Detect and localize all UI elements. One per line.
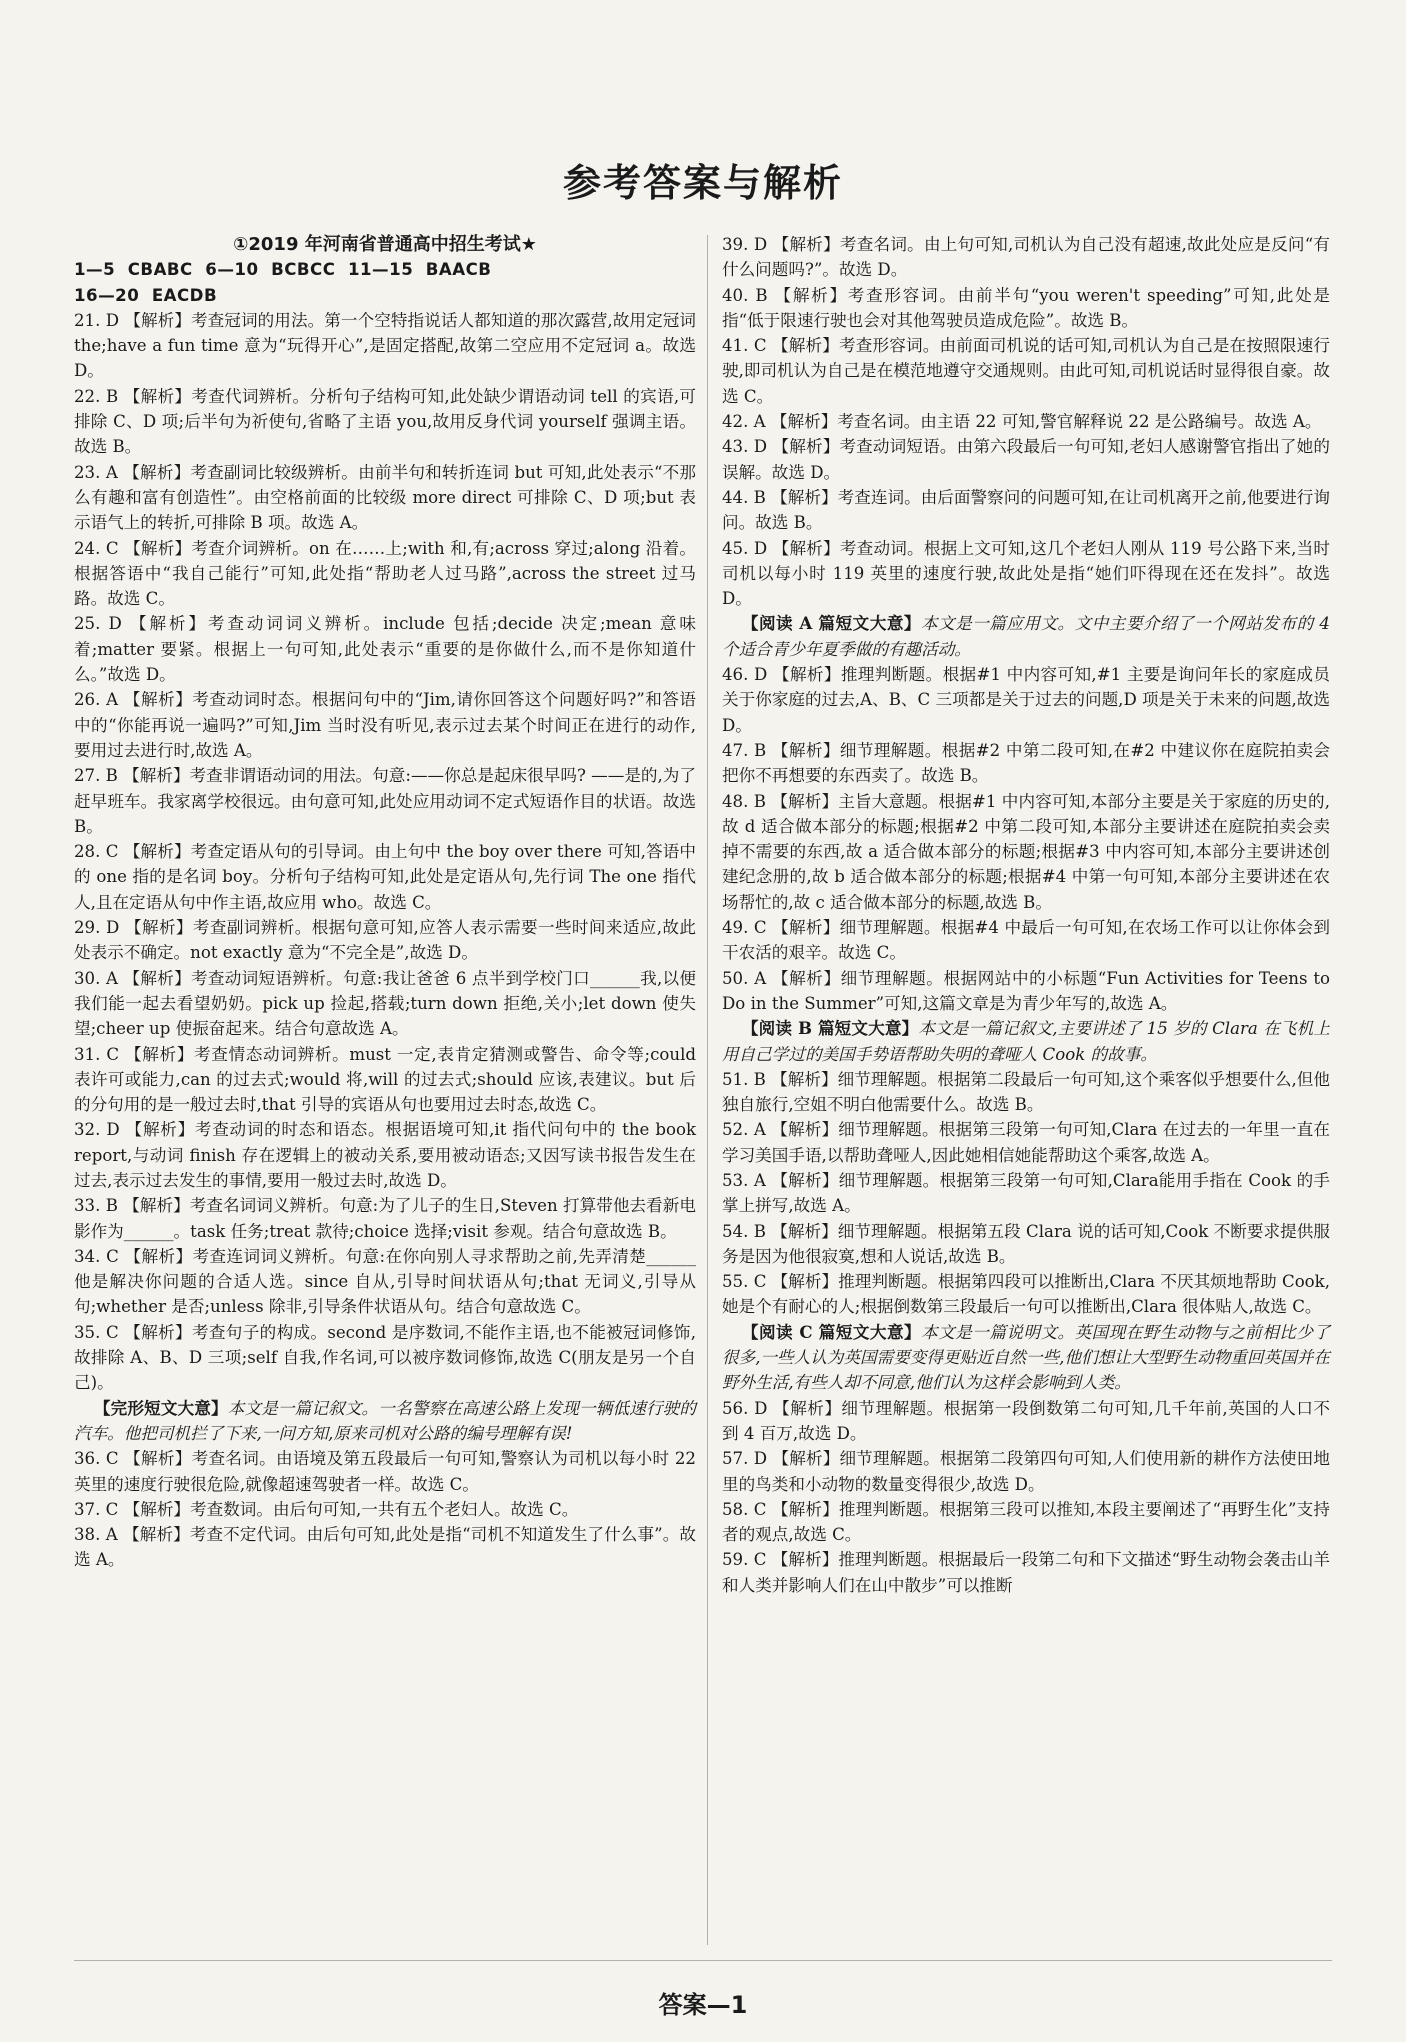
answer-key-line-2: 16—20 EACDB	[74, 285, 218, 305]
section-text: 本文是一篇应用文。文中主要介绍了一个网站发布的 4 个适合青少年夏季做的有趣活动。	[722, 614, 1330, 659]
answer-item: 35. C 【解析】考查句子的构成。second 是序数词,不能作主语,也不能被冠词修饰,故排除 A、B、D 三项;self 自我,作名词,可以被序数词修饰,故选 C(朋友是另一个自己)。	[74, 1322, 696, 1393]
section-text: 本文是一篇说明文。英国现在野生动物与之前相比少了很多,一些人认为英国需要变得更贴近自然一些,他们想让大型野生动物重回英国并在野外生活,有些人却不同意,他们认为这样会影响到人类。	[722, 1322, 1331, 1393]
answer-item: 24. C 【解析】考查介词辨析。on 在……上;with 和,有;across 穿过;along 沿着。根据答语中“我自己能行”可知,此处指“帮助老人过马路”,across the street 过马路。故选 C。	[74, 538, 696, 609]
answer-item: 25. D 【解析】考查动词词义辨析。include 包括;decide 决定;mean 意味着;matter 要紧。根据上一句可知,此处表示“重要的是你做什么,而不是你知道什么。”故选 D。	[74, 614, 696, 685]
footer-rule	[74, 1960, 1332, 1961]
answer-item: 56. D 【解析】细节理解题。根据第一段倒数第二句可知,几千年前,英国的人口不到 4 百万,故选 D。	[722, 1398, 1330, 1443]
answer-item: 44. B 【解析】考查连词。由后面警察问的问题可知,在让司机离开之前,他要进行询问。故选 B。	[722, 487, 1330, 533]
answer-item: 37. C 【解析】考查数词。由后句可知,一共有五个老妇人。故选 C。	[74, 1499, 579, 1519]
answer-item: 41. C 【解析】考查形容词。由前面司机说的话可知,司机认为自己是在按照限速行驶,即司机认为自己是在模范地遵守交通规则。由此可知,司机说话时显得很自豪。故选 C。	[722, 336, 1330, 406]
answer-item: 36. C 【解析】考查名词。由语境及第五段最后一句可知,警察认为司机以每小时 22 英里的速度行驶很危险,就像超速驾驶者一样。故选 C。	[74, 1449, 696, 1494]
answer-item: 47. B 【解析】细节理解题。根据#2 中第二段可知,在#2 中建议你在庭院拍卖会把你不再想要的东西卖了。故选 B。	[722, 740, 1330, 786]
section-tag: 【阅读 A 篇短文大意】	[741, 613, 921, 634]
answer-item: 58. C 【解析】推理判断题。根据第三段可以推知,本段主要阐述了“再野生化”支持者的观点,故选 C。	[722, 1499, 1330, 1545]
answer-item: 38. A 【解析】考查不定代词。由后句可知,此处是指“司机不知道发生了什么事”。故选 A。	[74, 1525, 696, 1570]
answer-item: 26. A 【解析】考查动词时态。根据问句中的“Jim,请你回答这个问题好吗?”和答语中的“你能再说一遍吗?”可知,Jim 当时没有听见,表示过去某个时间正在进行的动作,要用过去进行时,故选 A。	[74, 690, 696, 760]
answer-item: 30. A 【解析】考查动词短语辨析。句意:我让爸爸 6 点半到学校门口______我,以便我们能一起去看望奶奶。pick up 捡起,搭载;turn down 拒绝,关小;let down 使失望;cheer up 使振奋起来。结合句意故选 A。	[74, 968, 696, 1039]
reading-b-summary	[722, 1016, 1330, 1067]
answer-item: 43. D 【解析】考查动词短语。由第六段最后一句可知,老妇人感谢警官指出了她的误解。故选 D。	[722, 437, 1330, 482]
answer-item: 57. D 【解析】细节理解题。根据第二段第四句可知,人们使用新的耕作方法使田地里的鸟类和小动物的数量变得很少,故选 D。	[722, 1449, 1330, 1494]
answer-item: 48. B 【解析】主旨大意题。根据#1 中内容可知,本部分主要是关于家庭的历史的,故 d 适合做本部分的标题;根据#2 中第二段可知,本部分主要讲述在庭院拍卖会卖掉不需要的东西,故 a 适合做本部分的标题;根据#3 中内容可知,本部分主要讲述创建纪念册的,故 b 适合做本部分的标题;根据#4 中第一句可知,本部分主要讲述在农场帮忙的,故 c 适合做本部分的标题,故选 B。	[722, 791, 1330, 912]
answer-key-line-1: 1—5 CBABC 6—10 BCBCC 11—15 BAACB	[74, 260, 492, 280]
section-text: 本文是一篇记叙文,主要讲述了 15 岁的 Clara 在飞机上用自己学过的美国手势语帮助失明的聋哑人 Cook 的故事。	[722, 1019, 1330, 1064]
answer-item: 53. A 【解析】细节理解题。根据第三段第一句可知,Clara能用手指在 Cook 的手掌上拼写,故选 A。	[722, 1170, 1330, 1216]
answer-item: 33. B 【解析】考查名词词义辨析。句意:为了儿子的生日,Steven 打算带他去看新电影作为______。task 任务;treat 款待;choice 选择;visit 参观。结合句意故选 B。	[74, 1196, 696, 1241]
answer-item: 54. B 【解析】细节理解题。根据第五段 Clara 说的话可知,Cook 不断要求提供服务是因为他很寂寞,想和人说话,故选 B。	[722, 1221, 1330, 1266]
answer-item: 27. B 【解析】考查非谓语动词的用法。句意:——你总是起床很早吗? ——是的,为了赶早班车。我家离学校很远。由句意可知,此处应用动词不定式短语作目的状语。故选 B。	[74, 766, 696, 836]
answer-item: 29. D 【解析】考查副词辨析。根据句意可知,应答人表示需要一些时间来适应,故此处表示不确定。not exactly 意为“不完全是”,故选 D。	[74, 918, 696, 963]
answer-item: 55. C 【解析】推理判断题。根据第四段可以推断出,Clara 不厌其烦地帮助 Cook,她是个有耐心的人;根据倒数第三段最后一句可以推断出,Clara 很体贴人,故选 C。	[722, 1272, 1330, 1317]
left-column	[74, 232, 696, 1573]
answer-item: 49. C 【解析】细节理解题。根据#4 中最后一句可知,在农场工作可以让你体会到干农活的艰辛。故选 C。	[722, 918, 1330, 963]
answer-item: 21. D 【解析】考查冠词的用法。第一个空特指说话人都知道的那次露营,故用定冠词 the;have a fun time 意为“玩得开心”,是固定搭配,故第二空应用不定冠词 a。故选 D。	[74, 310, 696, 381]
section-tag: 【完形短文大意】	[93, 1397, 228, 1418]
answer-item: 31. C 【解析】考查情态动词辨析。must 一定,表肯定猜测或警告、命令等;could 表许可或能力,can 的过去式;would 将,will 的过去式;should 应该,表建议。but 后的分句用的是一般过去时,that 引导的宾语从句也要用过去时态,故选 C。	[74, 1044, 696, 1115]
section-text: 本文是一篇记叙文。一名警察在高速公路上发现一辆低速行驶的汽车。他把司机拦了下来,一问方知,原来司机对公路的编号理解有误!	[74, 1398, 696, 1443]
answer-item: 40. B 【解析】考查形容词。由前半句“you weren't speeding”可知,此处是指“低于限速行驶也会对其他驾驶员造成危险”。故选 B。	[722, 285, 1330, 330]
cloze-summary	[74, 1396, 696, 1447]
answer-item: 52. A 【解析】细节理解题。根据第三段第一句可知,Clara 在过去的一年里一直在学习美国手语,以帮助聋哑人,因此她相信她能帮助这个乘客,故选 A。	[722, 1120, 1330, 1165]
answer-item: 46. D 【解析】推理判断题。根据#1 中内容可知,#1 主要是询问年长的家庭成员关于你家庭的过去,A、B、C 三项都是关于过去的问题,D 项是关于未来的问题,故选 D。	[722, 665, 1330, 735]
column-divider	[707, 235, 708, 1945]
answer-item: 45. D 【解析】考查动词。根据上文可知,这几个老妇人刚从 119 号公路下来,当时司机以每小时 119 英里的速度行驶,故此处是指“她们吓得现在还在发抖”。故选 D。	[722, 538, 1330, 609]
reading-c-summary	[722, 1320, 1330, 1396]
answer-item: 39. D 【解析】考查名词。由上句可知,司机认为自己没有超速,故此处应是反问“有什么问题吗?”。故选 D。	[722, 235, 1330, 280]
answer-item: 22. B 【解析】考查代词辨析。分析句子结构可知,此处缺少谓语动词 tell 的宾语,可排除 C、D 项;后半句为祈使句,省略了主语 you,故用反身代词 yourself 强调主语。故选 B。	[74, 386, 696, 457]
answer-item: 59. C 【解析】推理判断题。根据最后一段第二句和下文描述“野生动物会袭击山羊和人类并影响人们在山中散步”可以推断	[722, 1550, 1330, 1595]
page-number: 答案—1	[658, 1991, 748, 2019]
section-tag: 【阅读 B 篇短文大意】	[741, 1018, 919, 1039]
answer-item: 32. D 【解析】考查动词的时态和语态。根据语境可知,it 指代问句中的 the book report,与动词 finish 存在逻辑上的被动关系,要用被动语态;又因写读书报告发生在过去,表示过去发生的事情,要用一般过去时,故选 D。	[74, 1120, 696, 1190]
page-title: 参考答案与解析	[562, 161, 843, 205]
answer-item: 23. A 【解析】考查副词比较级辨析。由前半句和转折连词 but 可知,此处表示“不那么有趣和富有创造性”。由空格前面的比较级 more direct 可排除 C、D 项;but 表示语气上的转折,可排除 B 项。故选 A。	[74, 462, 696, 533]
reading-a-summary	[722, 611, 1330, 662]
right-column	[722, 232, 1330, 1598]
exam-title: ①2019 年河南省普通高中招生考试★	[233, 234, 537, 255]
answer-item: 51. B 【解析】细节理解题。根据第二段最后一句可知,这个乘客似乎想要什么,但他独自旅行,空姐不明白他需要什么。故选 B。	[722, 1069, 1330, 1115]
answer-item: 42. A 【解析】考查名词。由主语 22 可知,警官解释说 22 是公路编号。故选 A。	[722, 412, 1322, 432]
answer-item: 34. C 【解析】考查连词词义辨析。句意:在你向别人寻求帮助之前,先弄清楚______他是解决你问题的合适人选。since 自从,引导时间状语从句;that 无词义,引导从句;whether 是否;unless 除非,引导条件状语从句。结合句意故选 C。	[74, 1246, 696, 1317]
answer-item: 50. A 【解析】细节理解题。根据网站中的小标题“Fun Activities for Teens to Do in the Summer”可知,这篇文章是为青少年写的,故选 A。	[722, 968, 1330, 1013]
section-tag: 【阅读 C 篇短文大意】	[741, 1321, 922, 1342]
answer-item: 28. C 【解析】考查定语从句的引导词。由上句中 the boy over there 可知,答语中的 one 指的是名词 boy。分析句子结构可知,此处是定语从句,先行词 The one 指代人,且在定语从句中作主语,故应用 who。故选 C。	[74, 842, 696, 912]
